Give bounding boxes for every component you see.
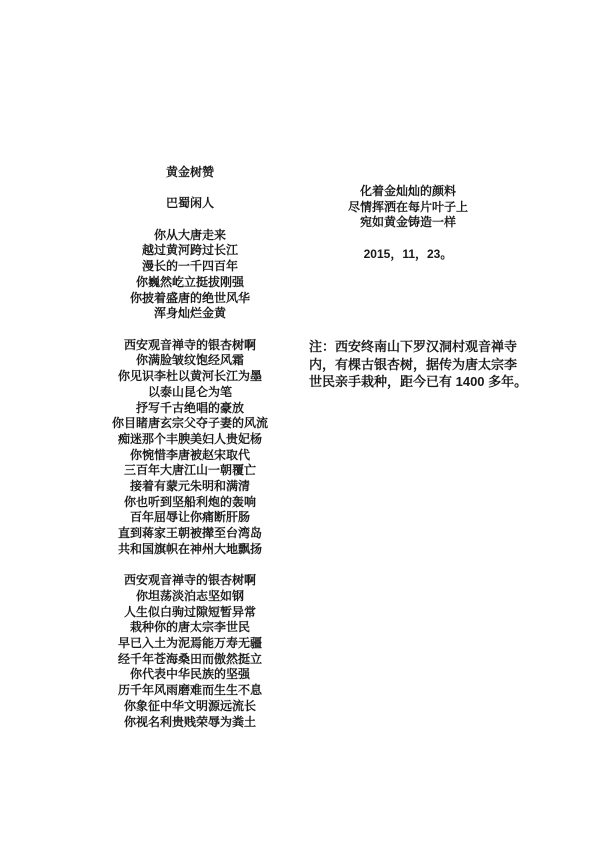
text-line: 痴迷那个丰腴美妇人贵妃杨 [117,431,262,446]
text-line: 栽种你的唐太宗李世民 [129,620,250,635]
stanza-2 [65,338,315,558]
stanza-1 [65,228,315,322]
stanza-3 [65,573,315,730]
closing-stanza [330,184,486,231]
text-line: 内，有棵古银杏树，据传为唐太宗李 [309,356,518,372]
text-line: 西安观音禅寺的银杏树啊 [123,337,256,352]
text-line: 你巍然屹立挺拔刚强 [135,274,244,289]
text-line: 化着金灿灿的颜料 [359,184,456,198]
footnote [309,338,527,391]
poem-title: 黄金树赞 [165,165,214,179]
text-line: 注：西安终南山下罗汉洞村观音禅寺 [309,339,518,354]
text-line: 你目睹唐玄宗父夺子妻的风流 [111,416,268,431]
poem-column [65,165,315,730]
text-line: 宛如黄金铸造一样 [359,215,456,230]
text-line: 你也听到坚船利炮的轰响 [123,494,256,509]
text-line: 三百年大唐江山一朝覆亡 [123,463,256,478]
text-line: 漫长的一千四百年 [141,259,238,274]
poem-date: 2015，11，23。 [363,246,453,261]
text-line: 人生似白驹过隙短暂异常 [123,604,256,619]
text-line: 直到蒋家王朝被撵至台湾岛 [117,526,262,541]
text-line: 你满脸皱纹饱经风霜 [135,353,244,368]
text-line: 早已入土为泥焉能万寿无疆 [117,636,262,651]
text-line: 你视名利贵贱荣辱为粪土 [123,714,256,729]
text-line: 以泰山昆仑为笔 [147,384,232,399]
text-line: 浑身灿烂金黄 [153,306,226,321]
text-line: 接着有蒙元朱明和满清 [129,479,250,494]
text-line: 尽情挥洒在每片叶子上 [347,199,468,214]
text-line: 你见识李杜以黄河长江为墨 [117,369,262,384]
text-line: 共和国旗帜在神州大地飘扬 [117,541,262,556]
text-line: 你惋惜李唐被赵宋取代 [129,447,250,462]
text-line: 世民亲手栽种，距今已有 1400 多年。 [309,374,528,389]
text-line: 你代表中华民族的坚强 [129,667,250,682]
text-line: 西安观音禅寺的银杏树啊 [123,573,256,588]
text-line: 经千年苍海桑田而傲然挺立 [117,651,262,666]
poem-author: 巴蜀闲人 [165,196,214,211]
text-line: 抒写千古绝唱的豪放 [135,400,244,415]
text-line: 你披着盛唐的绝世风华 [129,290,250,305]
text-line: 你从大唐走来 [153,227,226,242]
text-line: 你象征中华文明源远流长 [123,698,256,713]
side-column [330,184,486,263]
text-line: 百年屈辱让你痛断肝肠 [129,510,250,525]
text-line: 越过黄河跨过长江 [141,243,238,258]
text-line: 你坦荡淡泊志坚如钢 [135,588,244,603]
text-line: 历千年风雨磨难而生生不息 [117,683,262,698]
